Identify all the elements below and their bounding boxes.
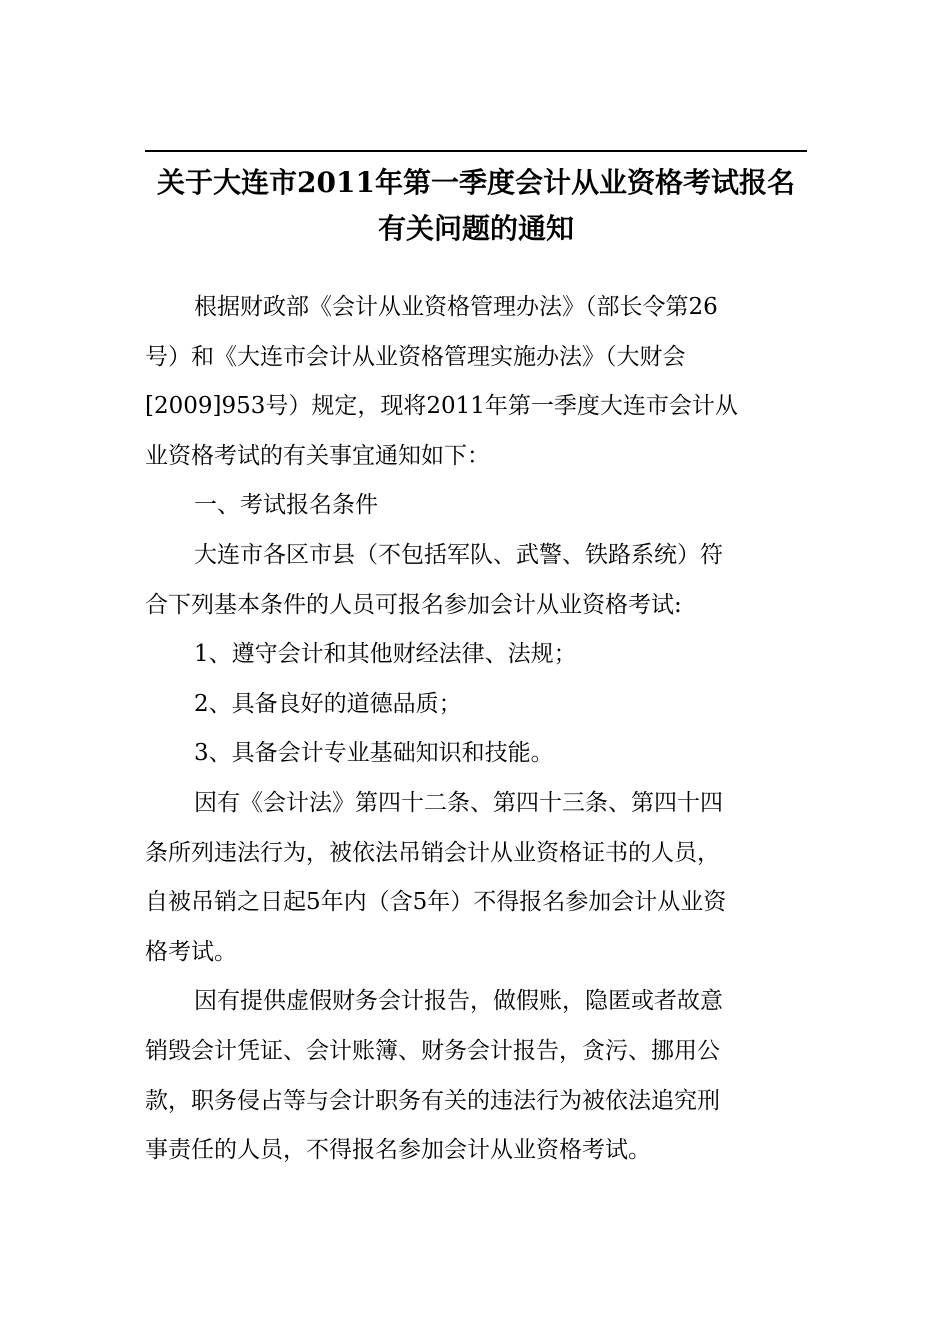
body-line: 根据财政部《会计从业资格管理办法》（部长令第26 <box>194 294 718 320</box>
header-rule <box>145 150 807 152</box>
body-line: 自被吊销之日起5年内（含5年）不得报名参加会计从业资 <box>145 889 727 916</box>
body-line: 业资格考试的有关事宜通知如下： <box>145 442 490 469</box>
section-heading: 一、考试报名条件 <box>194 492 378 519</box>
body-line: 销毁会计凭证、会计账簿、财务会计报告，贪污、挪用公 <box>145 1037 720 1064</box>
body-line: 款，职务侵占等与会计职务有关的违法行为被依法追究刑 <box>145 1087 720 1114</box>
document-body <box>145 283 810 1176</box>
body-line: 格考试。 <box>145 938 237 965</box>
title-line-2: 有关问题的通知 <box>377 212 574 245</box>
document-title <box>145 160 807 252</box>
body-line: 因有提供虚假财务会计报告，做假账，隐匿或者故意 <box>194 988 723 1015</box>
list-item: 2、具备良好的道德品质； <box>194 690 462 717</box>
body-line: 事责任的人员，不得报名参加会计从业资格考试。 <box>145 1137 651 1164</box>
list-item: 3、具备会计专业基础知识和技能。 <box>194 740 554 767</box>
body-line: 条所列违法行为，被依法吊销会计从业资格证书的人员， <box>145 839 720 866</box>
body-line: 号）和《大连市会计从业资格管理实施办法》（大财会 <box>145 343 686 370</box>
body-line: 因有《会计法》第四十二条、第四十三条、第四十四 <box>194 789 723 816</box>
body-line: 合下列基本条件的人员可报名参加会计从业资格考试: <box>145 591 682 618</box>
list-item: 1、遵守会计和其他财经法律、法规； <box>194 641 577 668</box>
title-line-1: 关于大连市2011年第一季度会计从业资格考试报名 <box>157 166 795 199</box>
body-line: [2009]953号）规定，现将2011年第一季度大连市会计从 <box>145 393 738 420</box>
body-line: 大连市各区市县（不包括军队、武警、铁路系统）符 <box>194 541 723 568</box>
